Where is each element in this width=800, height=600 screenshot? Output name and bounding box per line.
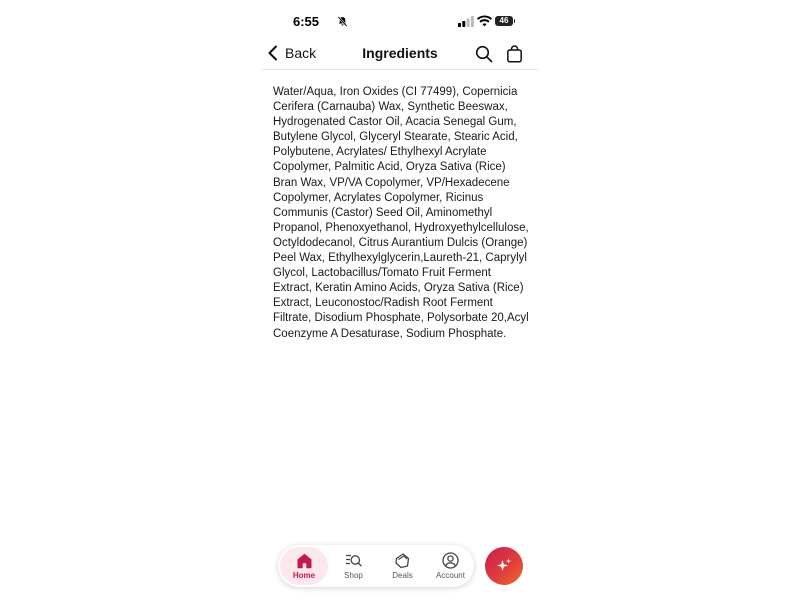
search-icon[interactable]: [475, 45, 493, 63]
status-bar: [262, 0, 538, 42]
deals-icon: [394, 552, 411, 569]
bottom-tab-bar: [278, 545, 474, 587]
ingredients-list: Water/Aqua, Iron Oxides (CI 77499), Copernicia Cerifera (Carnauba) Wax, Synthetic Beeswax, Hydrogenated Castor Oil, Acacia Senegal Gum, Butylene Glycol, Glyceryl Stearate, Stearic Acid, Polybutene, Acrylates/ Ethylhexyl Acrylate Copolymer, Palmitic Acid, Oryza Sativa (Rice) Bran Wax, VP/VA Copolymer, VP/Hexadecene Copolymer, Acrylates Copolymer, Ricinus Communis (Castor) Seed Oil, Aminomethyl Propanol, Phenoxyethanol, Hydroxyethylcellulose, Octyldodecanol, Citrus Aurantium Dulcis (Orange) Peel Wax, Ethylhexylglycerin,Laureth-21, Caprylyl Glycol, Lactobacillus/Tomato Fruit Ferment Extract, Keratin Amino Acids, Oryza Sativa (Rice) Extract, Leuconostoc/Radish Root Ferment Filtrate, Disodium Phosphate, Polysorbate 20,Acyl Coenzyme A Desaturase, Sodium Phosphate.: [273, 86, 529, 340]
cellular-signal-icon: [458, 16, 474, 27]
shopping-bag-icon[interactable]: [506, 45, 523, 63]
ai-assistant-button[interactable]: [485, 547, 523, 585]
battery-indicator: 46: [495, 16, 513, 26]
navigation-header: [262, 38, 538, 70]
tab-deals-label: Deals: [392, 571, 413, 580]
back-label: Back: [285, 45, 317, 61]
tab-shop[interactable]: [329, 545, 378, 587]
tab-account[interactable]: [426, 545, 475, 587]
wifi-icon: [477, 15, 492, 27]
sparkle-icon: [495, 557, 513, 575]
tab-home-label: Home: [292, 571, 316, 580]
home-icon: [296, 552, 313, 569]
tab-account-label: Account: [436, 571, 465, 580]
shop-icon: [345, 552, 362, 569]
account-icon: [442, 552, 459, 569]
tab-deals[interactable]: [378, 545, 427, 587]
tab-home[interactable]: [280, 547, 328, 585]
phone-screen: [262, 0, 538, 600]
tab-shop-label: Shop: [344, 571, 363, 580]
page-title: Ingredients: [362, 45, 438, 61]
bell-muted-icon: [337, 16, 348, 27]
status-time: 6:55: [293, 14, 320, 29]
